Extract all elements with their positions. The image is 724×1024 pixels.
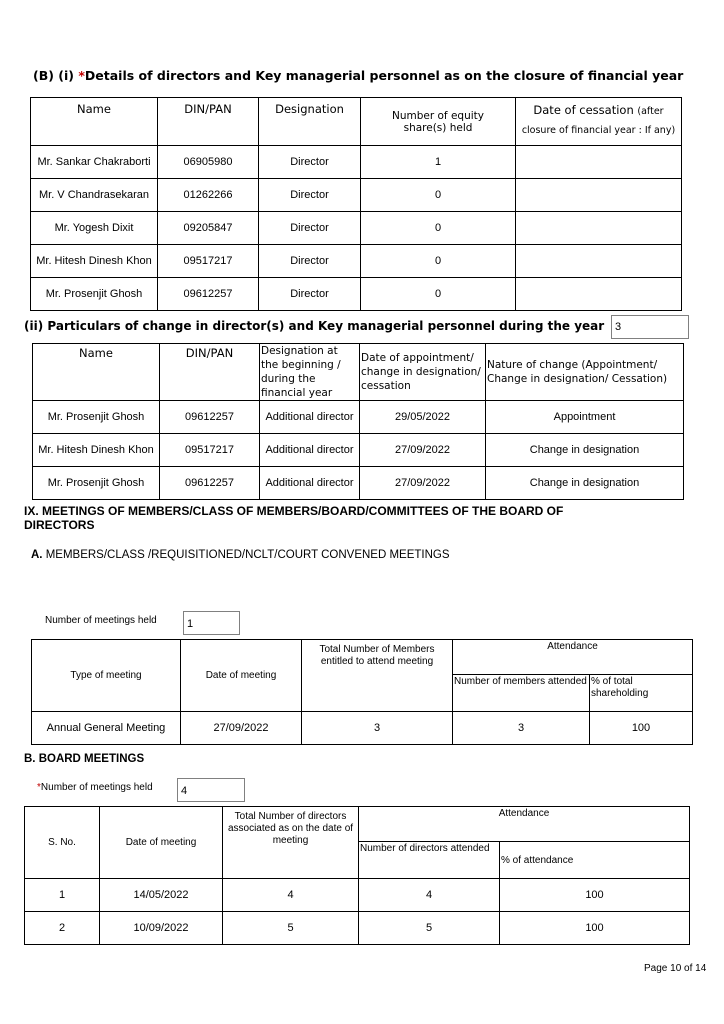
cell-designation: Director — [259, 146, 361, 179]
header-designation: Designation — [259, 98, 361, 146]
cell-din: 09612257 — [160, 401, 260, 434]
cell-din: 09517217 — [158, 245, 259, 278]
cell-sno: 2 — [25, 912, 100, 945]
changes-table — [32, 343, 684, 500]
board-meetings-field[interactable]: 4 — [177, 778, 245, 802]
sub-a-text: MEMBERS/CLASS /REQUISITIONED/NCLT/COURT CONVENED MEETINGS — [45, 549, 450, 561]
cell-total: 5 — [223, 912, 359, 945]
section-b-heading — [33, 68, 683, 83]
members-meetings-field[interactable]: 1 — [183, 611, 240, 635]
members-meetings-label: Number of meetings held — [45, 615, 157, 626]
header-attendance: Attendance — [453, 640, 693, 675]
header-pct: % of total shareholding — [590, 675, 693, 712]
cell-date: 27/09/2022 — [360, 434, 486, 467]
cell-din: 09517217 — [160, 434, 260, 467]
cell-date: 29/05/2022 — [360, 401, 486, 434]
table-row — [32, 712, 693, 745]
cell-total: 4 — [223, 879, 359, 912]
cessation-main: Date of cessation — [533, 103, 638, 117]
header-designation: Designation at the beginning / during the financial year — [260, 344, 360, 401]
members-meetings-table — [31, 639, 693, 745]
header-date: Date of meeting — [181, 640, 302, 712]
cell-designation: Director — [259, 212, 361, 245]
cell-name: Mr. Prosenjit Ghosh — [33, 467, 160, 500]
cell-shares: 0 — [361, 179, 516, 212]
table-row — [33, 467, 684, 500]
cell-designation: Director — [259, 179, 361, 212]
cell-shares: 0 — [361, 245, 516, 278]
cell-sno: 1 — [25, 879, 100, 912]
header-attended: Number of members attended — [453, 675, 590, 712]
cell-din: 09612257 — [158, 278, 259, 311]
board-meetings-label — [37, 782, 153, 793]
header-date: Date of meeting — [100, 807, 223, 879]
header-total: Total Number of Members entitled to attend meeting — [302, 640, 453, 712]
header-din: DIN/PAN — [158, 98, 259, 146]
cell-total: 3 — [302, 712, 453, 745]
table-header-row — [32, 640, 693, 675]
cell-nature: Appointment — [486, 401, 684, 434]
directors-table — [30, 97, 682, 311]
header-din: DIN/PAN — [160, 344, 260, 401]
header-shares: Number of equity share(s) held — [361, 98, 516, 146]
header-type: Type of meeting — [32, 640, 181, 712]
table-row — [31, 179, 682, 212]
table-row — [31, 212, 682, 245]
cell-nature: Change in designation — [486, 467, 684, 500]
cell-din: 01262266 — [158, 179, 259, 212]
table-row — [31, 278, 682, 311]
cell-date: 27/09/2022 — [360, 467, 486, 500]
cell-name: Mr. Prosenjit Ghosh — [31, 278, 158, 311]
cell-shares: 1 — [361, 146, 516, 179]
cell-cessation — [516, 146, 682, 179]
header-date: Date of appointment/ change in designation/ cessation — [360, 344, 486, 401]
header-attendance: Attendance — [359, 807, 690, 842]
table-header-row — [25, 807, 690, 842]
label-text: Number of meetings held — [40, 782, 153, 793]
cell-din: 09205847 — [158, 212, 259, 245]
header-nature: Nature of change (Appointment/ Change in designation/ Cessation) — [486, 344, 684, 401]
table-row — [33, 401, 684, 434]
cell-name: Mr. Yogesh Dixit — [31, 212, 158, 245]
cell-designation: Director — [259, 278, 361, 311]
cell-cessation — [516, 179, 682, 212]
section-ix-heading: IX. MEETINGS OF MEMBERS/CLASS OF MEMBERS/BOARD/COMMITTEES OF THE BOARD OF DIRECTORS — [24, 504, 564, 532]
cell-name: Mr. Hitesh Dinesh Khon — [31, 245, 158, 278]
table-row — [31, 245, 682, 278]
cell-nature: Change in designation — [486, 434, 684, 467]
cell-cessation — [516, 212, 682, 245]
sub-a-prefix: A. — [31, 549, 46, 561]
table-header-row — [33, 344, 684, 401]
cell-date: 10/09/2022 — [100, 912, 223, 945]
heading-prefix: (B) (i) — [33, 68, 79, 83]
cell-din: 06905980 — [158, 146, 259, 179]
cell-date: 14/05/2022 — [100, 879, 223, 912]
board-meetings-table — [24, 806, 690, 945]
cell-designation: Additional director — [260, 401, 360, 434]
required-asterisk: * — [78, 68, 85, 83]
table-row — [25, 879, 690, 912]
table-row — [31, 146, 682, 179]
cell-name: Mr. V Chandrasekaran — [31, 179, 158, 212]
header-total: Total Number of directors associated as on the date of meeting — [223, 807, 359, 879]
cell-cessation — [516, 278, 682, 311]
cell-cessation — [516, 245, 682, 278]
table-header-row — [31, 98, 682, 146]
cell-din: 09612257 — [160, 467, 260, 500]
cell-designation: Additional director — [260, 467, 360, 500]
header-cessation — [516, 98, 682, 146]
table-row — [25, 912, 690, 945]
cessation-note: (after closure of financial year : If any) — [521, 106, 676, 136]
section-bii-heading: (ii) Particulars of change in director(s) and Key managerial personnel during the year — [24, 319, 605, 333]
header-name: Name — [33, 344, 160, 401]
cell-attended: 5 — [359, 912, 500, 945]
table-row — [33, 434, 684, 467]
change-count-field[interactable]: 3 — [611, 315, 689, 339]
board-meetings-heading: B. BOARD MEETINGS — [24, 753, 145, 765]
cell-shares: 0 — [361, 212, 516, 245]
cell-name: Mr. Hitesh Dinesh Khon — [33, 434, 160, 467]
cell-shares: 0 — [361, 278, 516, 311]
cell-name: Mr. Sankar Chakraborti — [31, 146, 158, 179]
heading-text: Details of directors and Key managerial personnel as on the closure of financial year — [84, 68, 684, 83]
cell-pct: 100 — [500, 879, 690, 912]
header-sno: S. No. — [25, 807, 100, 879]
cell-pct: 100 — [500, 912, 690, 945]
cell-designation: Director — [259, 245, 361, 278]
cell-designation: Additional director — [260, 434, 360, 467]
header-pct: % of attendance — [500, 842, 690, 879]
page-number: Page 10 of 14 — [644, 963, 707, 974]
cell-attended: 4 — [359, 879, 500, 912]
header-attended: Number of directors attended — [359, 842, 500, 879]
cell-pct: 100 — [590, 712, 693, 745]
cell-date: 27/09/2022 — [181, 712, 302, 745]
cell-name: Mr. Prosenjit Ghosh — [33, 401, 160, 434]
section-ix-a-heading — [31, 549, 450, 561]
cell-type: Annual General Meeting — [32, 712, 181, 745]
required-asterisk: * — [37, 782, 41, 793]
header-name: Name — [31, 98, 158, 146]
cell-attended: 3 — [453, 712, 590, 745]
